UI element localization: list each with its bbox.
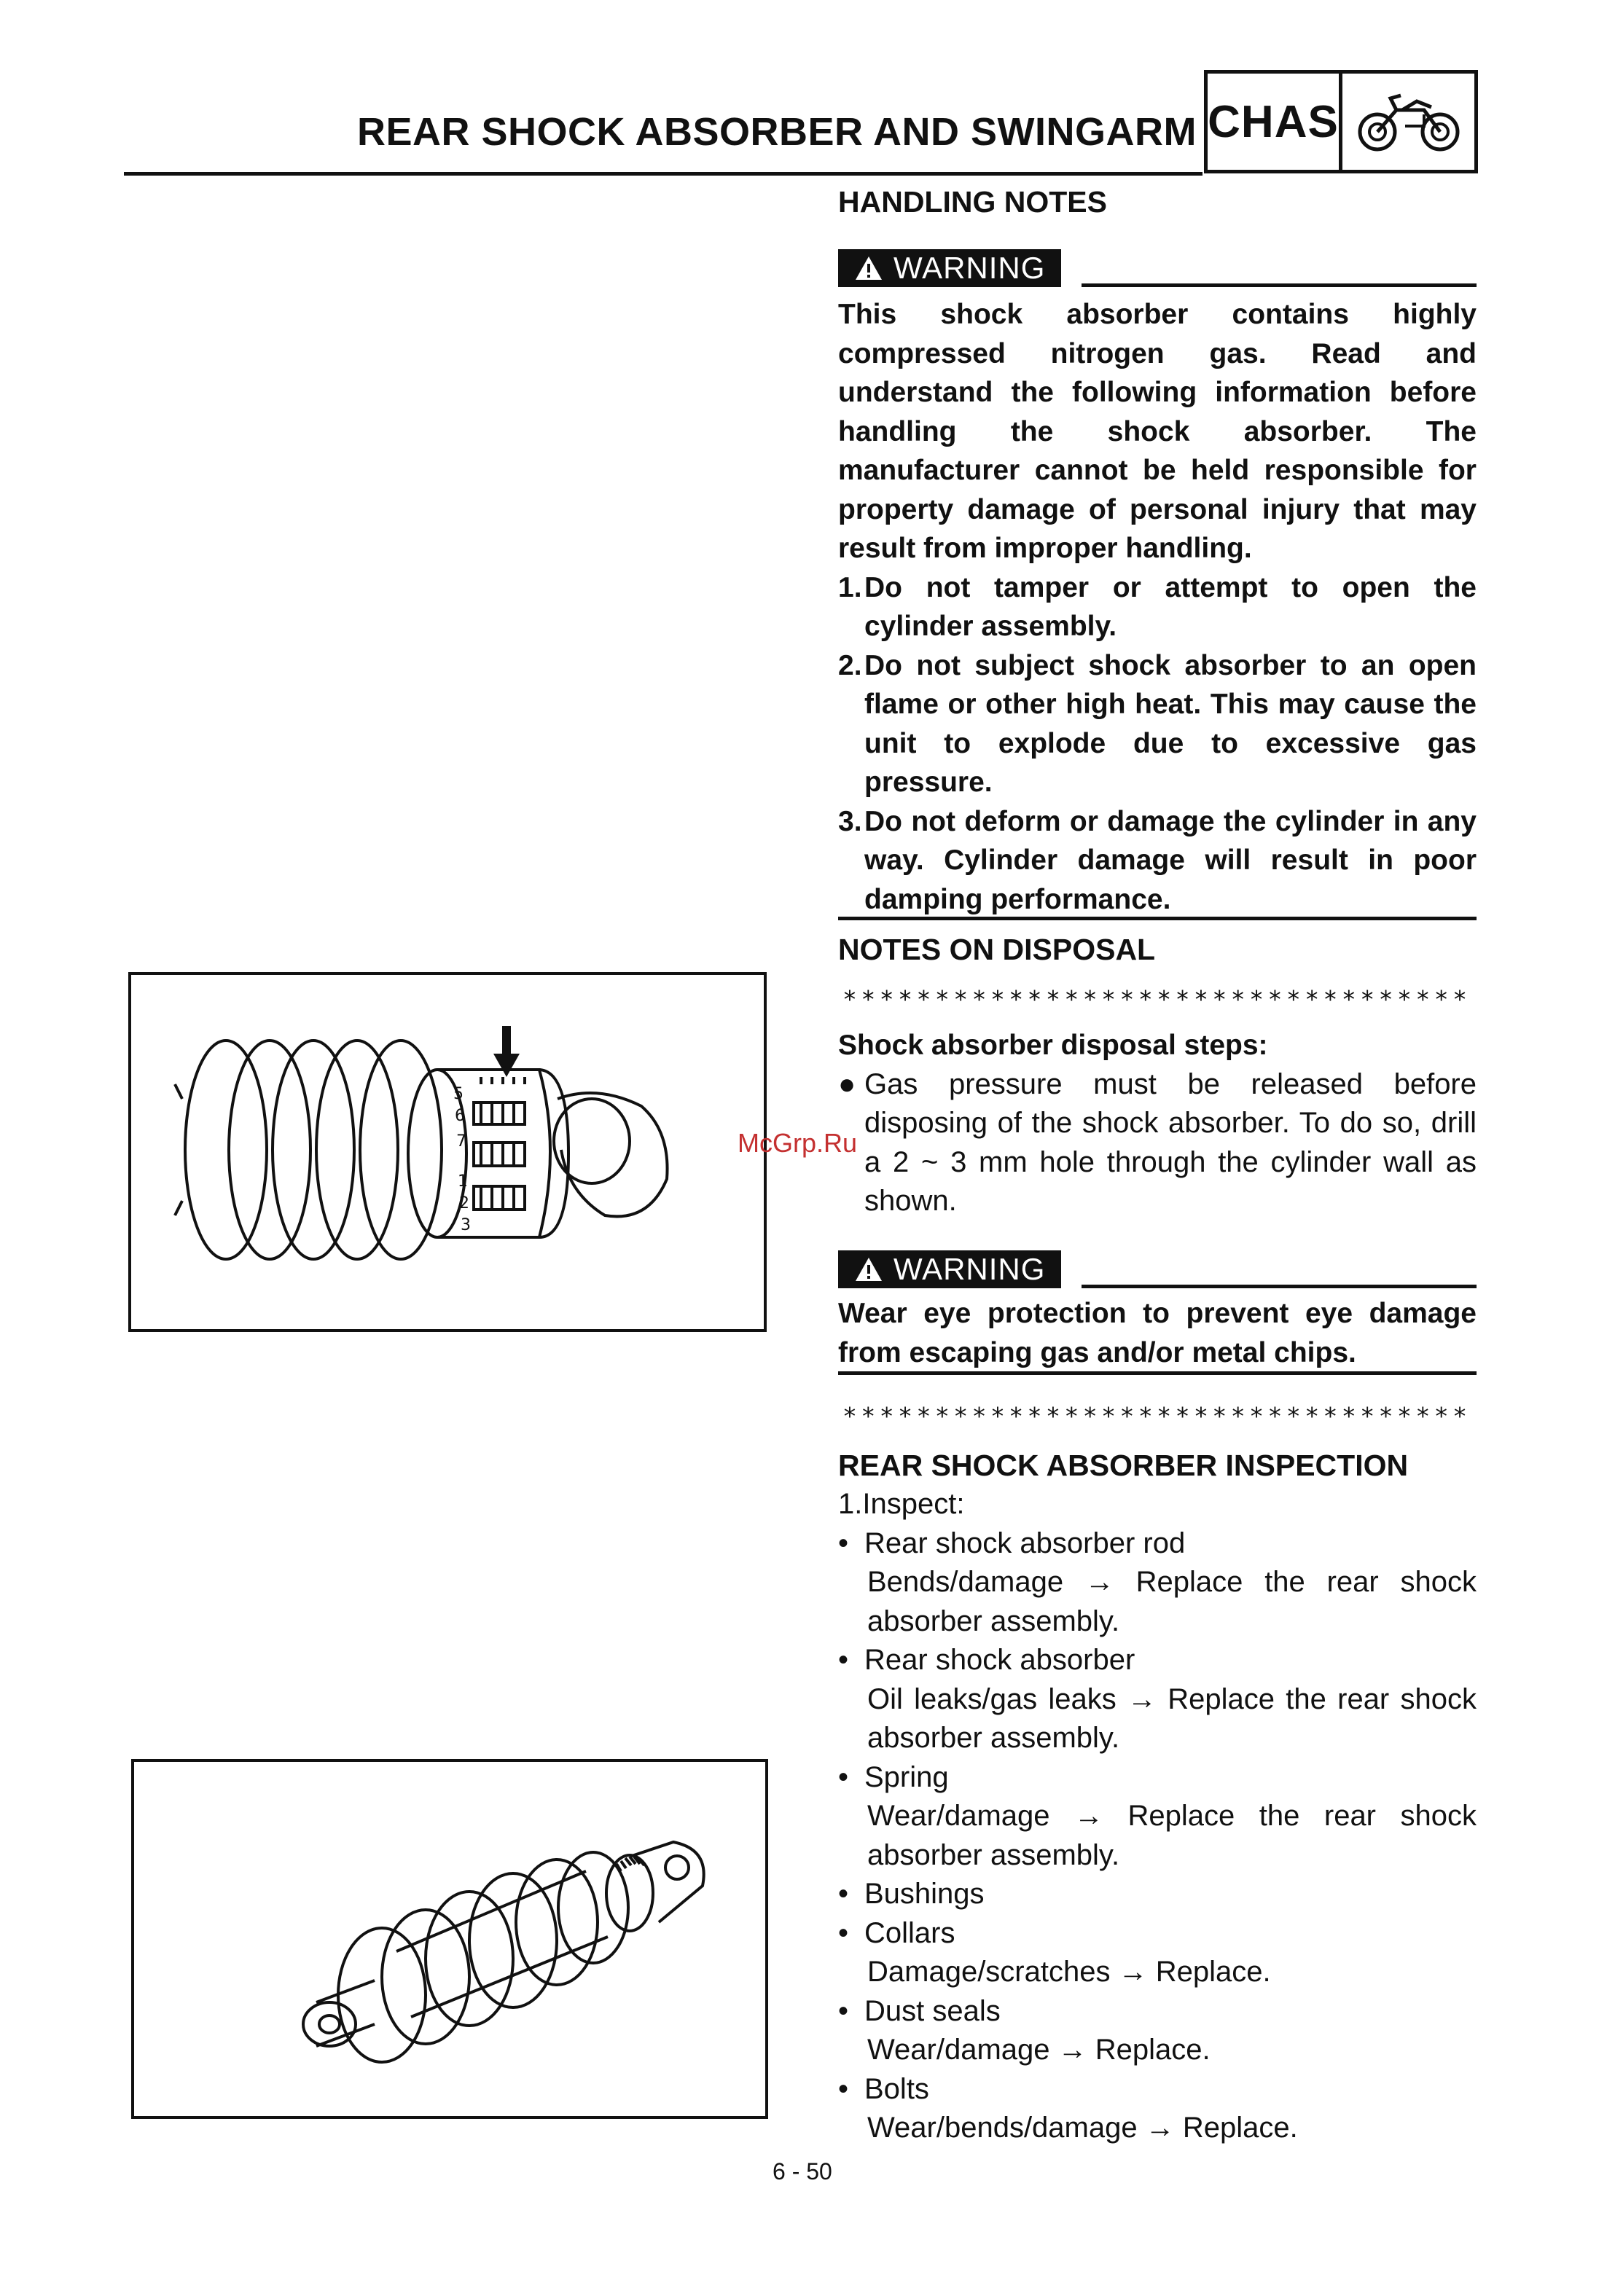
inspection-item-name: Bolts: [864, 2072, 929, 2105]
motorcycle-icon: [1342, 74, 1474, 170]
inspection-item-name: Bushings: [864, 1878, 985, 1910]
disposal-step-text: Gas pressure must be released before disposing of the shock absorber. To do so, drill a 2 ~ 3 mm hole through the cylinder wall as shown.: [864, 1067, 1477, 1217]
dial-mark: 1: [458, 1172, 468, 1191]
disposal-heading: NOTES ON DISPOSAL: [838, 933, 1156, 966]
dial-mark: 3: [461, 1216, 471, 1234]
disposal-warning-text: Wear eye protection to prevent eye damage from escaping gas and/or metal chips.: [838, 1298, 1477, 1368]
figure-drill-position: [128, 972, 767, 1332]
inspection-item-name: Rear shock absorber: [864, 1644, 1135, 1676]
handling-intro: This shock absorber contains highly compressed nitrogen gas. Read and understand the following information before handling the shock absorber. The manufacturer cannot be held responsible for property damage of personal injury that may result from improper handling.: [838, 299, 1477, 564]
warning-banner-1: [838, 249, 1477, 287]
watermark: McGrp.Ru: [738, 1128, 858, 1158]
dial-mark: 6: [455, 1107, 465, 1125]
inspection-body: [838, 1485, 1477, 2148]
dial-mark: 7: [456, 1132, 466, 1151]
inspection-heading: REAR SHOCK ABSORBER INSPECTION: [838, 1449, 1409, 1482]
warning-triangle-icon: [854, 1256, 883, 1282]
warning-end-rule: [838, 917, 1477, 920]
disposal-warning-body: [838, 1294, 1477, 1372]
bullet-dot: •: [838, 1916, 849, 1949]
disposal-step: [838, 1065, 1477, 1221]
handling-item-text: Do not subject shock absorber to an open flame or other high heat. This may cause the unit to explode due to excessive gas pressure.: [864, 649, 1477, 798]
page-title: REAR SHOCK ABSORBER AND SWINGARM: [357, 110, 1197, 154]
bullet-dot: •: [838, 2072, 849, 2105]
disposal-steps-heading: Shock absorber disposal steps:: [838, 1030, 1268, 1061]
inspection-item-detail: Bends/damage → Replace the rear shock absorber assembly.: [867, 1566, 1477, 1637]
inspection-item: [838, 1524, 1477, 1564]
warning-banner-2: [838, 1250, 1477, 1288]
bullet-dot: •: [838, 1527, 849, 1559]
inspection-item: [838, 1914, 1477, 1954]
handling-notes-heading: HANDLING NOTES: [838, 185, 1107, 219]
bullet-dot: •: [838, 1878, 849, 1910]
dial-mark: 2: [459, 1194, 469, 1212]
handling-warning-body: [838, 295, 1477, 919]
warning-label-box: [838, 249, 1061, 287]
inspection-item: [838, 1758, 1477, 1798]
warning-triangle-icon: [854, 255, 883, 281]
shock-absorber-drill-illustration: [131, 975, 764, 1329]
warning-label-box: [838, 1250, 1061, 1288]
warning-rule: [1082, 1285, 1477, 1288]
handling-item-num: 1.: [838, 571, 862, 603]
inspection-item-name: Dust seals: [864, 1994, 1001, 2027]
warning-rule: [1082, 283, 1477, 287]
section-badge-label: CHAS: [1208, 74, 1342, 170]
inspection-item: [838, 1992, 1477, 2031]
handling-item: [838, 568, 1477, 646]
inspection-item-name: Collars: [864, 1916, 955, 1949]
warning-end-rule: [838, 1371, 1477, 1375]
page-number: 6 - 50: [773, 2158, 832, 2185]
header-rule: [124, 172, 1203, 176]
handling-item: [838, 802, 1477, 920]
inspection-item-detail: Oil leaks/gas leaks → Replace the rear shock absorber assembly.: [867, 1682, 1477, 1754]
bullet-dot: •: [838, 1760, 849, 1793]
inspection-item-name: Rear shock absorber rod: [864, 1527, 1186, 1559]
dial-mark: 5: [453, 1085, 464, 1103]
inspection-item-detail: Wear/damage → Replace the rear shock absorber assembly.: [867, 1800, 1477, 1871]
inspection-item-detail: Wear/damage → Replace.: [867, 2034, 1211, 2066]
stars-divider: **********************************: [842, 1402, 1471, 1430]
bullet-dot: •: [838, 1994, 849, 2027]
handling-item: [838, 646, 1477, 802]
shock-absorber-illustration: [134, 1762, 765, 2116]
bullet-dot: ●: [838, 1067, 856, 1100]
handling-item-text: Do not tamper or attempt to open the cylinder assembly.: [864, 571, 1477, 642]
bullet-dot: •: [838, 1644, 849, 1676]
warning-label: WARNING: [893, 251, 1046, 285]
stars-divider: **********************************: [842, 985, 1471, 1014]
inspection-item: [838, 1641, 1477, 1680]
section-badge: [1204, 70, 1478, 173]
inspection-item: [838, 1875, 1477, 1914]
handling-item-num: 2.: [838, 649, 862, 681]
inspection-step: 1.Inspect:: [838, 1488, 965, 1520]
disposal-body: [838, 1026, 1477, 1221]
figure-shock-absorber: [131, 1759, 768, 2119]
inspection-item: [838, 2070, 1477, 2109]
inspection-item-name: Spring: [864, 1760, 949, 1793]
inspection-item-detail: Damage/scratches → Replace.: [867, 1956, 1271, 1988]
handling-item-text: Do not deform or damage the cylinder in any way. Cylinder damage will result in poor damping performance.: [864, 805, 1477, 915]
handling-item-num: 3.: [838, 805, 862, 837]
warning-label: WARNING: [893, 1252, 1046, 1286]
inspection-item-detail: Wear/bends/damage → Replace.: [867, 2112, 1298, 2144]
